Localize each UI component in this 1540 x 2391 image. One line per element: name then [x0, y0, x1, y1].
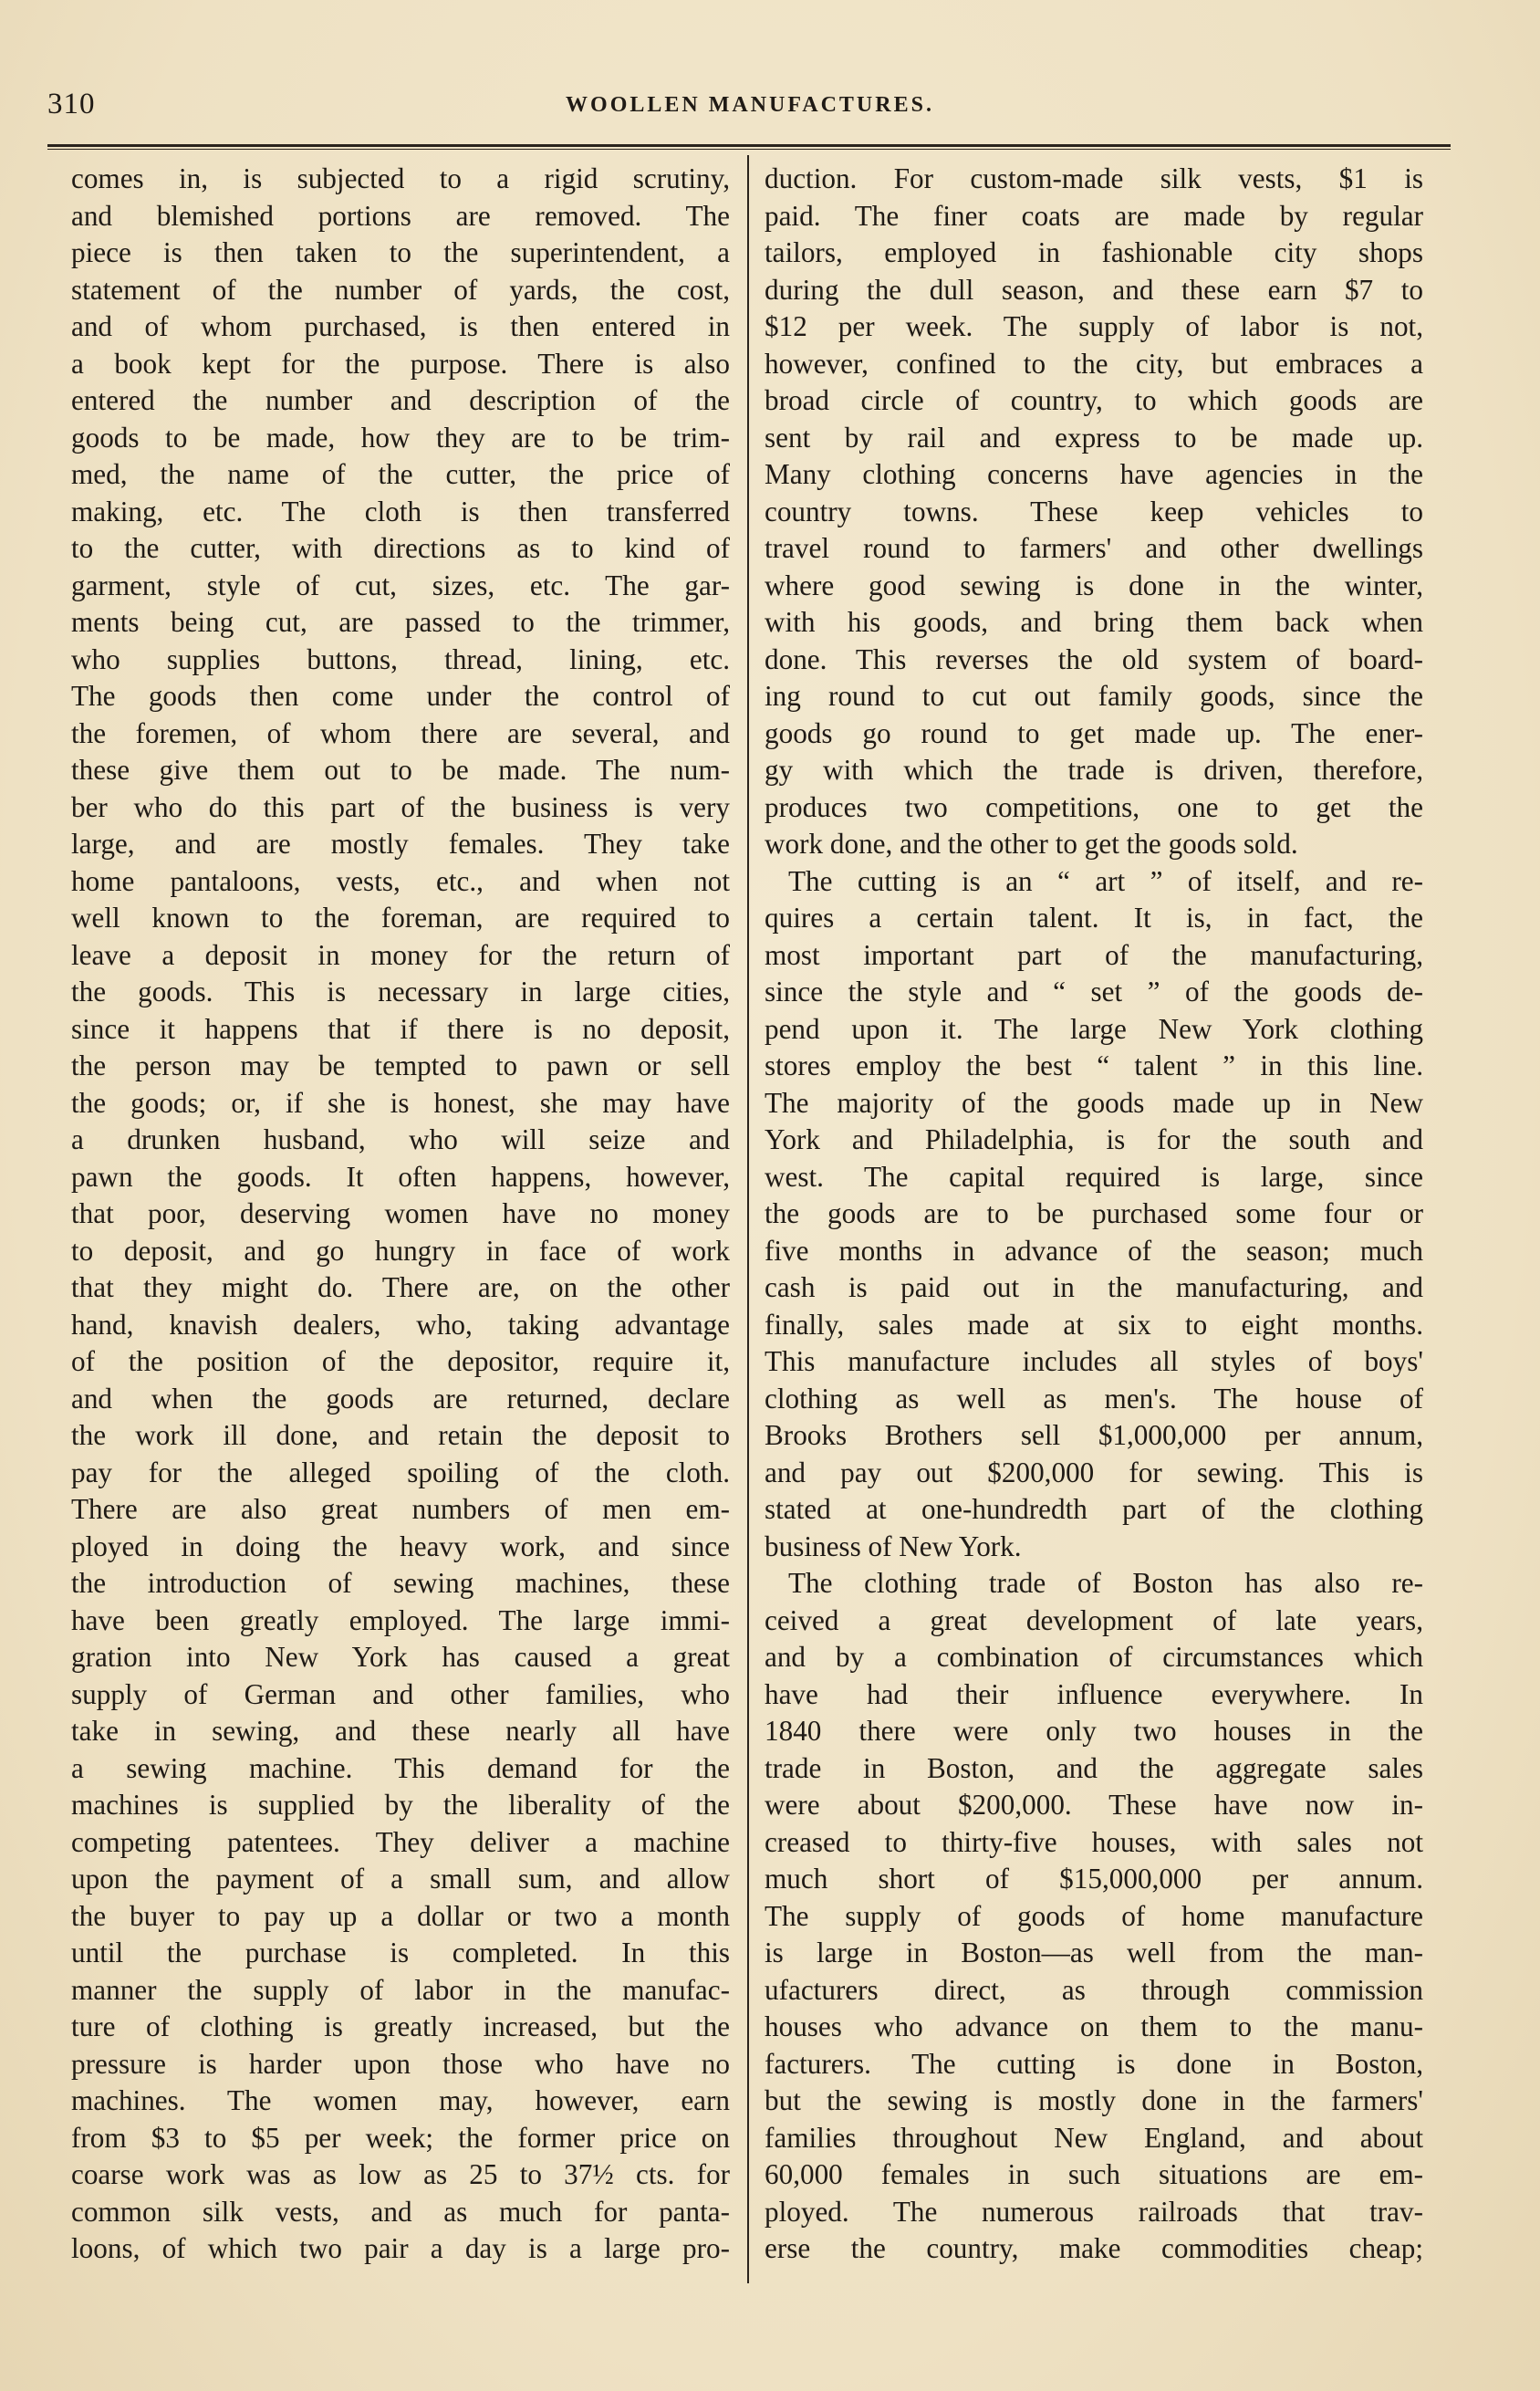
left-column-line: ture of clothing is greatly increased, but the: [71, 2010, 730, 2042]
right-column-line: the goods are to be purchased some four or: [765, 1197, 1423, 1229]
left-column-line: that they might do. There are, on the other: [71, 1271, 730, 1303]
right-column-line: have had their influence everywhere. In: [765, 1677, 1423, 1710]
right-column-line: broad circle of country, to which goods are: [765, 384, 1423, 416]
left-column-line: entered the number and description of the: [71, 384, 730, 416]
left-column-line: goods to be made, how they are to be trim-: [71, 421, 730, 454]
left-column-line: ber who do this part of the business is very: [71, 790, 730, 823]
right-column-line: goods go round to get made up. The ener-: [765, 716, 1423, 749]
right-column-line: The supply of goods of home manufacture: [765, 1899, 1423, 1932]
left-column-line: of the position of the depositor, require it,: [71, 1345, 730, 1377]
right-column-line: ceived a great development of late years,: [765, 1603, 1423, 1636]
right-column-line: $12 per week. The supply of labor is not,: [765, 310, 1423, 342]
right-column-line: tailors, employed in fashionable city shops: [765, 236, 1423, 268]
right-column-line: most important part of the manufacturing,: [765, 938, 1423, 971]
right-column-line: ufacturers direct, as through commission: [765, 1973, 1423, 2006]
left-column-line: a drunken husband, who will seize and: [71, 1123, 730, 1155]
right-column-line: facturers. The cutting is done in Boston,: [765, 2047, 1423, 2080]
left-column-line: the goods; or, if she is honest, she may have: [71, 1086, 730, 1119]
left-column-line: and of whom purchased, is then entered in: [71, 310, 730, 342]
right-column-line: houses who advance on them to the manu-: [765, 2010, 1423, 2042]
left-column-line: upon the payment of a small sum, and allow: [71, 1863, 730, 1895]
left-column-line: large, and are mostly females. They take: [71, 828, 730, 860]
left-column-line: from $3 to $5 per week; the former price on: [71, 2121, 730, 2154]
left-column-line: making, etc. The cloth is then transferred: [71, 495, 730, 527]
left-column-line: to deposit, and go hungry in face of work: [71, 1234, 730, 1267]
left-column-line: a book kept for the purpose. There is also: [71, 347, 730, 380]
right-column-line: country towns. These keep vehicles to: [765, 495, 1423, 527]
right-column-line: is large in Boston—as well from the man-: [765, 1937, 1423, 1968]
left-column-line: common silk vests, and as much for panta-: [71, 2195, 730, 2228]
left-column-line: The goods then come under the control of: [71, 680, 730, 712]
left-column-line: the work ill done, and retain the deposit to: [71, 1419, 730, 1451]
right-column-line: Brooks Brothers sell $1,000,000 per annum,: [765, 1419, 1423, 1451]
left-column-line: piece is then taken to the superintendent, a: [71, 236, 730, 268]
right-column-line: paid. The finer coats are made by regular: [765, 199, 1423, 232]
left-column-line: until the purchase is completed. In this: [71, 1937, 730, 1968]
right-column-line: York and Philadelphia, is for the south and: [765, 1123, 1423, 1155]
left-column-line: gration into New York has caused a great: [71, 1641, 730, 1673]
left-column-line: the person may be tempted to pawn or sell: [71, 1049, 730, 1081]
left-column: [71, 161, 730, 2268]
running-head: WOOLLEN MANUFACTURES.: [566, 93, 934, 117]
left-column-line: who supplies buttons, thread, lining, etc.: [71, 642, 730, 675]
left-column-line: competing patentees. They deliver a machine: [71, 1825, 730, 1858]
left-column-line: the introduction of sewing machines, these: [71, 1567, 730, 1599]
left-column-line: well known to the foreman, are required to: [71, 902, 730, 934]
left-column-line: home pantaloons, vests, etc., and when not: [71, 864, 730, 897]
left-column-line: supply of German and other families, who: [71, 1677, 730, 1710]
right-column-line: travel round to farmers' and other dwellings: [765, 532, 1423, 564]
right-column-line: pend upon it. The large New York clothing: [765, 1012, 1423, 1045]
right-column-line: cash is paid out in the manufacturing, and: [765, 1271, 1423, 1303]
right-column-line: gy with which the trade is driven, therefore,: [765, 754, 1423, 786]
left-column-line: take in sewing, and these nearly all have: [71, 1715, 730, 1747]
right-column-line: and by a combination of circumstances which: [765, 1641, 1423, 1673]
left-column-line: There are also great numbers of men em-: [71, 1493, 730, 1525]
left-column-line: the buyer to pay up a dollar or two a month: [71, 1899, 730, 1932]
left-column-line: statement of the number of yards, the cost,: [71, 273, 730, 306]
right-column-line: west. The capital required is large, since: [765, 1160, 1423, 1193]
right-column-line: duction. For custom-made silk vests, $1 is: [765, 162, 1423, 194]
right-column-line: The majority of the goods made up in New: [765, 1086, 1423, 1119]
left-column-line: garment, style of cut, sizes, etc. The gar-: [71, 569, 730, 601]
right-column-line: much short of $15,000,000 per annum.: [765, 1863, 1423, 1895]
right-column-line: work done, and the other to get the goods sold.: [765, 828, 1298, 860]
left-column-line: that poor, deserving women have no money: [71, 1197, 730, 1229]
right-column-line: The clothing trade of Boston has also re-: [788, 1567, 1423, 1599]
right-column-line: and pay out $200,000 for sewing. This is: [765, 1456, 1423, 1488]
page-number: 310: [47, 88, 96, 120]
right-column-line: business of New York.: [765, 1530, 1022, 1562]
right-column-line: clothing as well as men's. The house of: [765, 1382, 1423, 1415]
left-column-line: a sewing machine. This demand for the: [71, 1751, 730, 1784]
left-column-line: machines. The women may, however, earn: [71, 2084, 730, 2116]
right-column-line: This manufacture includes all styles of boys': [765, 1345, 1423, 1377]
left-column-line: pay for the alleged spoiling of the cloth.: [71, 1456, 730, 1488]
left-column-line: these give them out to be made. The num-: [71, 754, 730, 786]
right-column-line: trade in Boston, and the aggregate sales: [765, 1751, 1423, 1784]
right-column-line: produces two competitions, one to get the: [765, 790, 1423, 823]
left-column-line: and blemished portions are removed. The: [71, 199, 730, 232]
header-rule-thin: [47, 149, 1451, 150]
left-column-line: leave a deposit in money for the return of: [71, 938, 730, 971]
left-column-line: ployed in doing the heavy work, and since: [71, 1530, 730, 1562]
right-column: [765, 161, 1423, 2268]
left-column-line: the goods. This is necessary in large cities,: [71, 976, 730, 1008]
left-column-line: pawn the goods. It often happens, however,: [71, 1160, 730, 1193]
right-column-line: sent by rail and express to be made up.: [765, 421, 1423, 454]
right-column-line: since the style and “ set ” of the goods de-: [765, 976, 1423, 1008]
left-column-line: pressure is harder upon those who have no: [71, 2047, 730, 2080]
right-column-line: Many clothing concerns have agencies in the: [765, 458, 1423, 490]
right-column-line: erse the country, make commodities cheap;: [765, 2232, 1423, 2264]
right-column-line: ployed. The numerous railroads that trav-: [765, 2195, 1423, 2228]
right-column-line: with his goods, and bring them back when: [765, 606, 1423, 638]
right-column-line: 1840 there were only two houses in the: [765, 1715, 1423, 1747]
right-column-line: stores employ the best “ talent ” in this line.: [765, 1049, 1423, 1081]
right-column-line: families throughout New England, and about: [765, 2121, 1423, 2154]
column-divider: [747, 155, 749, 2283]
left-column-line: have been greatly employed. The large immi-: [71, 1603, 730, 1636]
right-column-line: during the dull season, and these earn $7 to: [765, 273, 1423, 306]
right-column-line: 60,000 females in such situations are em-: [765, 2158, 1423, 2190]
right-column-line: The cutting is an “ art ” of itself, and re-: [788, 864, 1423, 897]
right-column-line: creased to thirty-five houses, with sales not: [765, 1825, 1423, 1858]
left-column-line: hand, knavish dealers, who, taking advantage: [71, 1308, 730, 1341]
right-column-line: finally, sales made at six to eight months.: [765, 1308, 1423, 1341]
left-column-line: since it happens that if there is no deposit,: [71, 1012, 730, 1045]
left-column-line: coarse work was as low as 25 to 37½ cts. for: [71, 2158, 730, 2190]
right-column-line: where good sewing is done in the winter,: [765, 569, 1423, 601]
right-column-line: however, confined to the city, but embraces a: [765, 347, 1423, 380]
left-column-line: comes in, is subjected to a rigid scrutiny,: [71, 162, 730, 194]
left-column-line: manner the supply of labor in the manufac-: [71, 1973, 730, 2006]
left-column-line: the foremen, of whom there are several, and: [71, 716, 730, 749]
right-column-line: ing round to cut out family goods, since the: [765, 680, 1423, 712]
right-column-line: quires a certain talent. It is, in fact, the: [765, 902, 1423, 934]
right-column-line: five months in advance of the season; much: [765, 1234, 1423, 1267]
left-column-line: loons, of which two pair a day is a large pro-: [71, 2232, 730, 2264]
left-column-line: to the cutter, with directions as to kind of: [71, 532, 730, 564]
left-column-line: ments being cut, are passed to the trimmer,: [71, 606, 730, 638]
page-header: [47, 88, 1452, 133]
left-column-line: med, the name of the cutter, the price of: [71, 458, 730, 490]
right-column-line: were about $200,000. These have now in-: [765, 1789, 1423, 1821]
left-column-line: and when the goods are returned, declare: [71, 1382, 730, 1415]
right-column-line: done. This reverses the old system of board-: [765, 642, 1423, 675]
right-column-line: but the sewing is mostly done in the farmers': [765, 2084, 1423, 2116]
right-column-line: stated at one-hundredth part of the clothing: [765, 1493, 1423, 1525]
header-rule: [47, 144, 1451, 147]
left-column-line: machines is supplied by the liberality of the: [71, 1789, 730, 1821]
